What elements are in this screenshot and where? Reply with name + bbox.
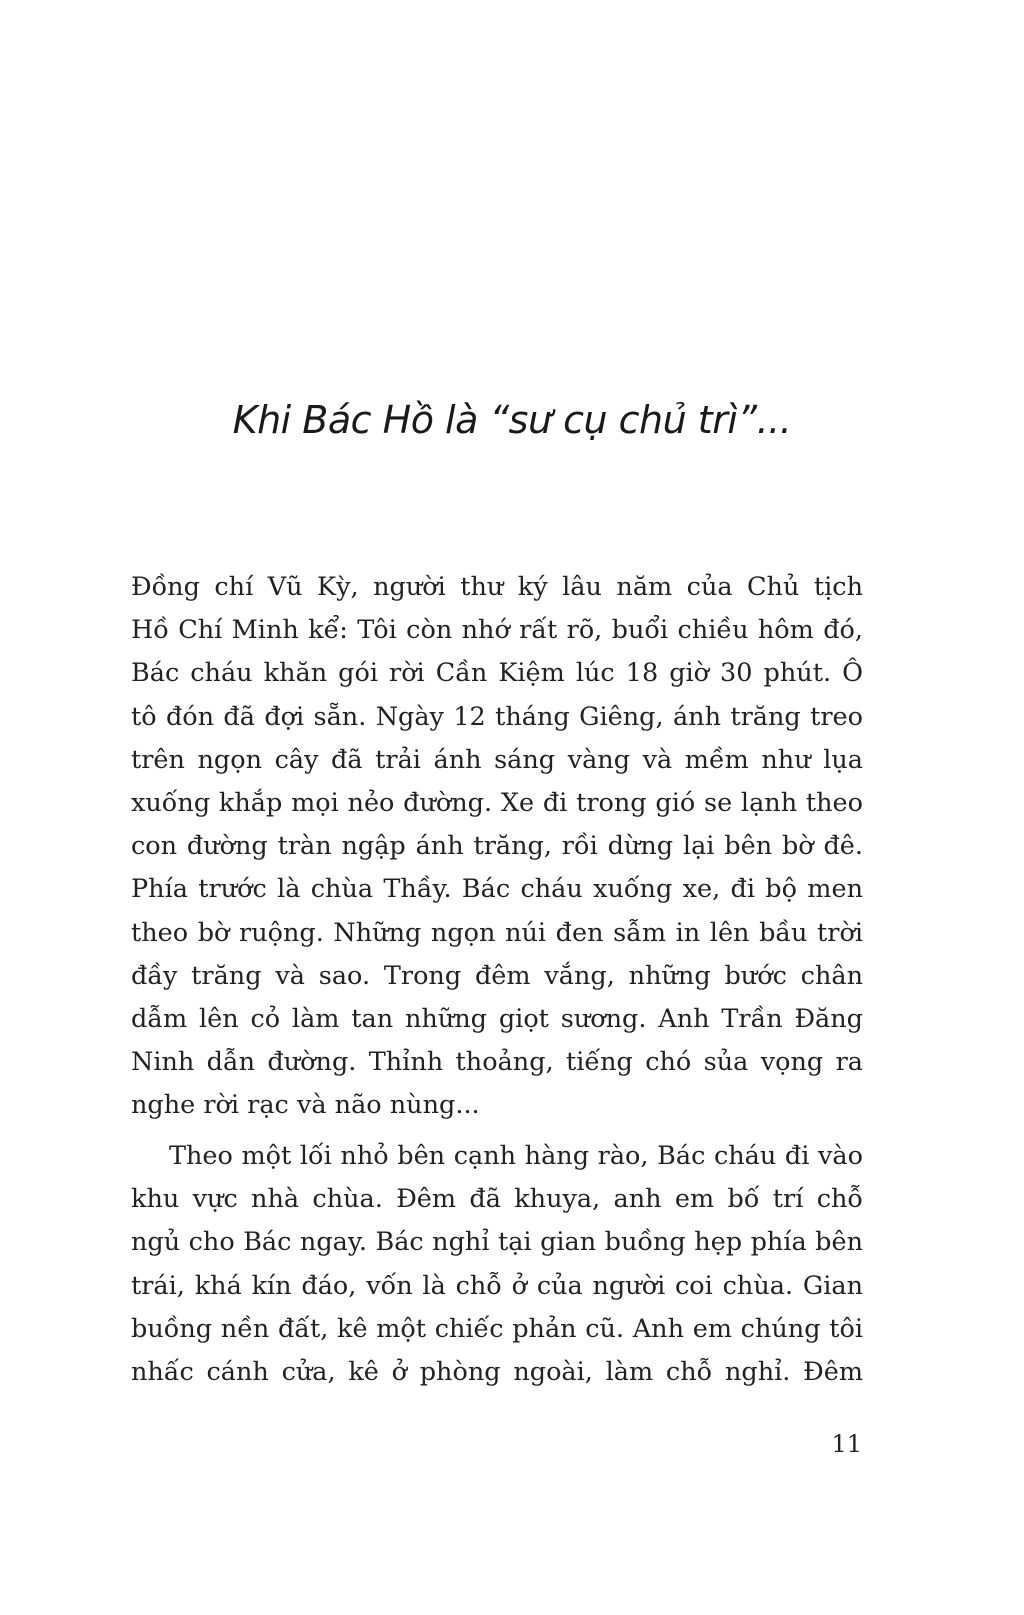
text-line: nhấc cánh cửa, kê ở phòng ngoài, làm chỗ nghỉ. Đêm xyxy=(131,1356,863,1387)
paragraph-1 xyxy=(131,566,863,1127)
text-line: đầy trăng và sao. Trong đêm vắng, những bước chân xyxy=(131,960,863,991)
text-line: khu vực nhà chùa. Đêm đã khuya, anh em bố trí chỗ xyxy=(131,1184,863,1215)
text-line: trên ngọn cây đã trải ánh sáng vàng và mềm như lụa xyxy=(131,744,863,775)
text-line: nghe rời rạc và não nùng... xyxy=(131,1090,480,1121)
text-line: dẫm lên cỏ làm tan những giọt sương. Anh Trần Đăng xyxy=(131,1003,863,1034)
text-line: trái, khá kín đáo, vốn là chỗ ở của người coi chùa. Gian xyxy=(131,1270,863,1301)
text-line: con đường tràn ngập ánh trăng, rồi dừng lại bên bờ đê. xyxy=(131,831,863,862)
text-line: Bác cháu khăn gói rời Cần Kiệm lúc 18 giờ 30 phút. Ô xyxy=(131,658,863,689)
text-line: theo bờ ruộng. Những ngọn núi đen sẫm in lên bầu trời xyxy=(131,917,863,948)
text-line: xuống khắp mọi nẻo đường. Xe đi trong gió se lạnh theo xyxy=(131,787,863,818)
text-line: Ninh dẫn đường. Thỉnh thoảng, tiếng chó sủa vọng ra xyxy=(131,1047,863,1078)
text-line: Đồng chí Vũ Kỳ, người thư ký lâu năm của Chủ tịch xyxy=(131,572,863,602)
text-line: Theo một lối nhỏ bên cạnh hàng rào, Bác cháu đi vào xyxy=(169,1141,863,1171)
text-line: ngủ cho Bác ngay. Bác nghỉ tại gian buồng hẹp phía bên xyxy=(131,1227,863,1258)
text-line: tô đón đã đợi sẵn. Ngày 12 tháng Giêng, ánh trăng treo xyxy=(131,701,863,732)
text-line: buồng nền đất, kê một chiếc phản cũ. Anh em chúng tôi xyxy=(131,1313,863,1344)
page-number: 11 xyxy=(831,1430,862,1458)
text-line: Phía trước là chùa Thầy. Bác cháu xuống xe, đi bộ men xyxy=(131,874,863,905)
paragraph-2 xyxy=(131,1135,863,1394)
text-line: Hồ Chí Minh kể: Tôi còn nhớ rất rõ, buổi chiều hôm đó, xyxy=(131,615,863,646)
chapter-title: Khi Bác Hồ là “sư cụ chủ trì”... xyxy=(232,398,792,442)
